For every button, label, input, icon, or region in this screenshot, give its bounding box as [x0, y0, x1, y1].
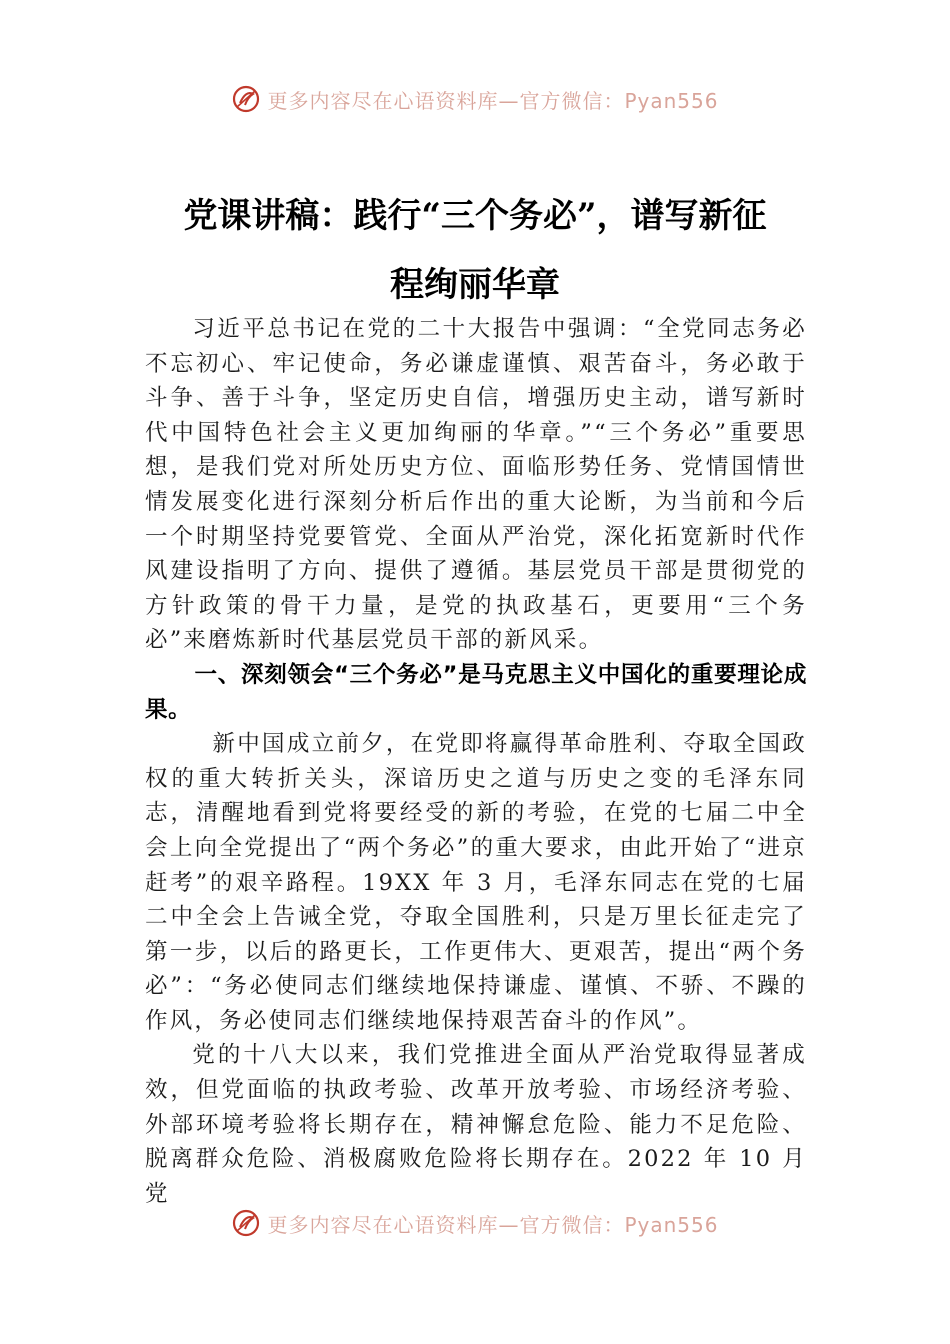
paragraph-intro: 习近平总书记在党的二十大报告中强调：“全党同志务必不忘初心、牢记使命，务必谦虚谨慎、艰苦奋斗，务必敢于斗争、善于斗争，坚定历史自信，增强历史主动，谱写新时代中国特色社会主义更加绚丽的华章。”“三个务必”重要思想，是我们党对所处历史方位、面临形势任务、党情国情世情发展变化进行深刻分析后作出的重大论断，为当前和今后一个时期坚持党要管党、全面从严治党，深化拓宽新时代作风建设指明了方向、提供了遵循。基层党员干部是贯彻党的方针政策的骨干力量，是党的执政基石，更要用“三个务必”来磨炼新时代基层党员干部的新风采。	[145, 316, 807, 654]
watermark-text: 更多内容尽在心语资料库—官方微信：Pyan556	[267, 1212, 719, 1237]
seal-logo-icon	[231, 84, 261, 114]
section-heading-1: 一、深刻领会“三个务必”是马克思主义中国化的重要理论成果。	[145, 661, 807, 723]
paragraph-eighteenth-congress: 党的十八大以来，我们党推进全面从严治党取得显著成效，但党面临的执政考验、改革开放考验、市场经济考验、外部环境考验将长期存在，精神懈怠危险、能力不足危险、脱离群众危险、消极腐败危险将长期存在。2022 年 10 月党	[145, 1042, 807, 1207]
seal-logo-icon	[231, 1208, 261, 1238]
watermark-header	[0, 84, 950, 114]
watermark-text: 更多内容尽在心语资料库—官方微信：Pyan556	[267, 88, 719, 113]
watermark-footer	[0, 1208, 950, 1238]
document-body	[145, 312, 807, 1211]
document-title-line-1: 党课讲稿：践行“三个务必”，谱写新征	[183, 196, 767, 236]
document-title-line-2: 程绚丽华章	[390, 265, 560, 305]
paragraph-history: 新中国成立前夕，在党即将赢得革命胜利、夺取全国政权的重大转折关头，深谙历史之道与历史之变的毛泽东同志，清醒地看到党将要经受的新的考验，在党的七届二中全会上向全党提出了“两个务必”的重大要求，由此开始了“进京赶考”的艰辛路程。19XX 年 3 月，毛泽东同志在党的七届二中全会上告诫全党，夺取全国胜利，只是万里长征走完了第一步，以后的路更长，工作更伟大、更艰苦，提出“两个务必”：“务必使同志们继续地保持谦虚、谨慎、不骄、不躁的作风，务必使同志们继续地保持艰苦奋斗的作风”。	[145, 731, 807, 1034]
